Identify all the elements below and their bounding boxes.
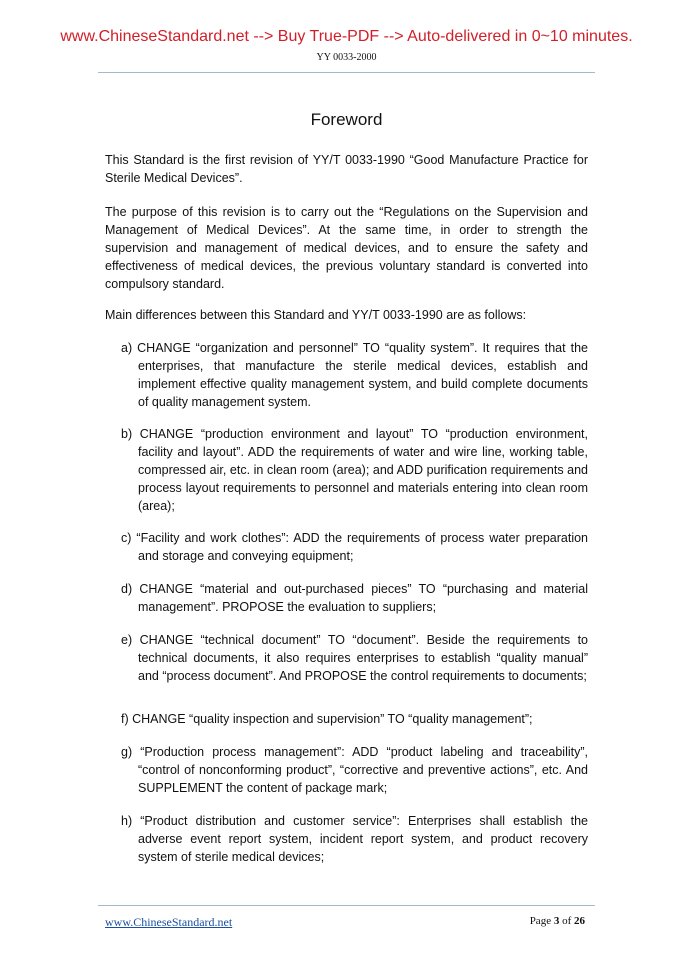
list-item: h) “Product distribution and customer service”: Enterprises shall establish the adverse event report system, incident report system, and product recovery system of sterile medical devices; [121,814,588,864]
list-item: f) CHANGE “quality inspection and supervision” TO “quality management”; [121,712,533,726]
page-label: Page [529,915,554,927]
list-item: c) “Facility and work clothes”: ADD the requirements of process water preparation and storage and conveying equipment; [121,531,588,563]
promo-banner[interactable]: www.ChineseStandard.net --> Buy True-PDF --> Auto-delivered in 0~10 minutes. [60,28,633,45]
footer-site-link[interactable]: www.ChineseStandard.net [105,915,233,929]
doc-code: YY 0033-2000 [316,52,377,63]
header-divider [98,72,595,73]
page-number [530,915,585,927]
list-item: e) CHANGE “technical document” TO “document”. Beside the requirements to technical documents, it also requires enterprises to establish “quality manual” and “process document”. And PROPOSE the control requirements to documents; [121,633,588,683]
list-item: a) CHANGE “organization and personnel” TO “quality system”. It requires that the enterprises, that manufacture the sterile medical devices, establish and implement effective quality management system, and build complete documents of quality management system. [121,341,588,409]
footer-divider [98,905,595,906]
page-title: Foreword [310,110,383,129]
total-pages: 26 [574,915,585,927]
page-of: of [559,915,574,927]
list-item: b) CHANGE “production environment and layout” TO “production environment, facility and layout”. ADD the requirements of water and wire line, working table, compressed air, etc. in clean room (area); and ADD purification requirements and process layout requirements to personnel and materials entering into clean room (area); [121,427,588,513]
list-item: d) CHANGE “material and out-purchased pieces” TO “purchasing and material management”. PROPOSE the evaluation to suppliers; [121,582,588,614]
paragraph: Main differences between this Standard and YY/T 0033-1990 are as follows: [105,308,527,322]
current-page: 3 [553,915,560,927]
paragraph: The purpose of this revision is to carry out the “Regulations on the Supervision and Management of Medical Devices”. At the same time, in order to strength the supervision and management of medical devices, and to ensure the safety and effectiveness of medical devices, the previous voluntary standard is converted into compulsory standard. [105,205,588,291]
list-item: g) “Production process management”: ADD “product labeling and traceability”, “control of nonconforming product”, “corrective and preventive actions”, etc. And SUPPLEMENT the content of package mark; [121,745,588,795]
paragraph: This Standard is the first revision of YY/T 0033-1990 “Good Manufacture Practice for Sterile Medical Devices”. [105,153,588,185]
